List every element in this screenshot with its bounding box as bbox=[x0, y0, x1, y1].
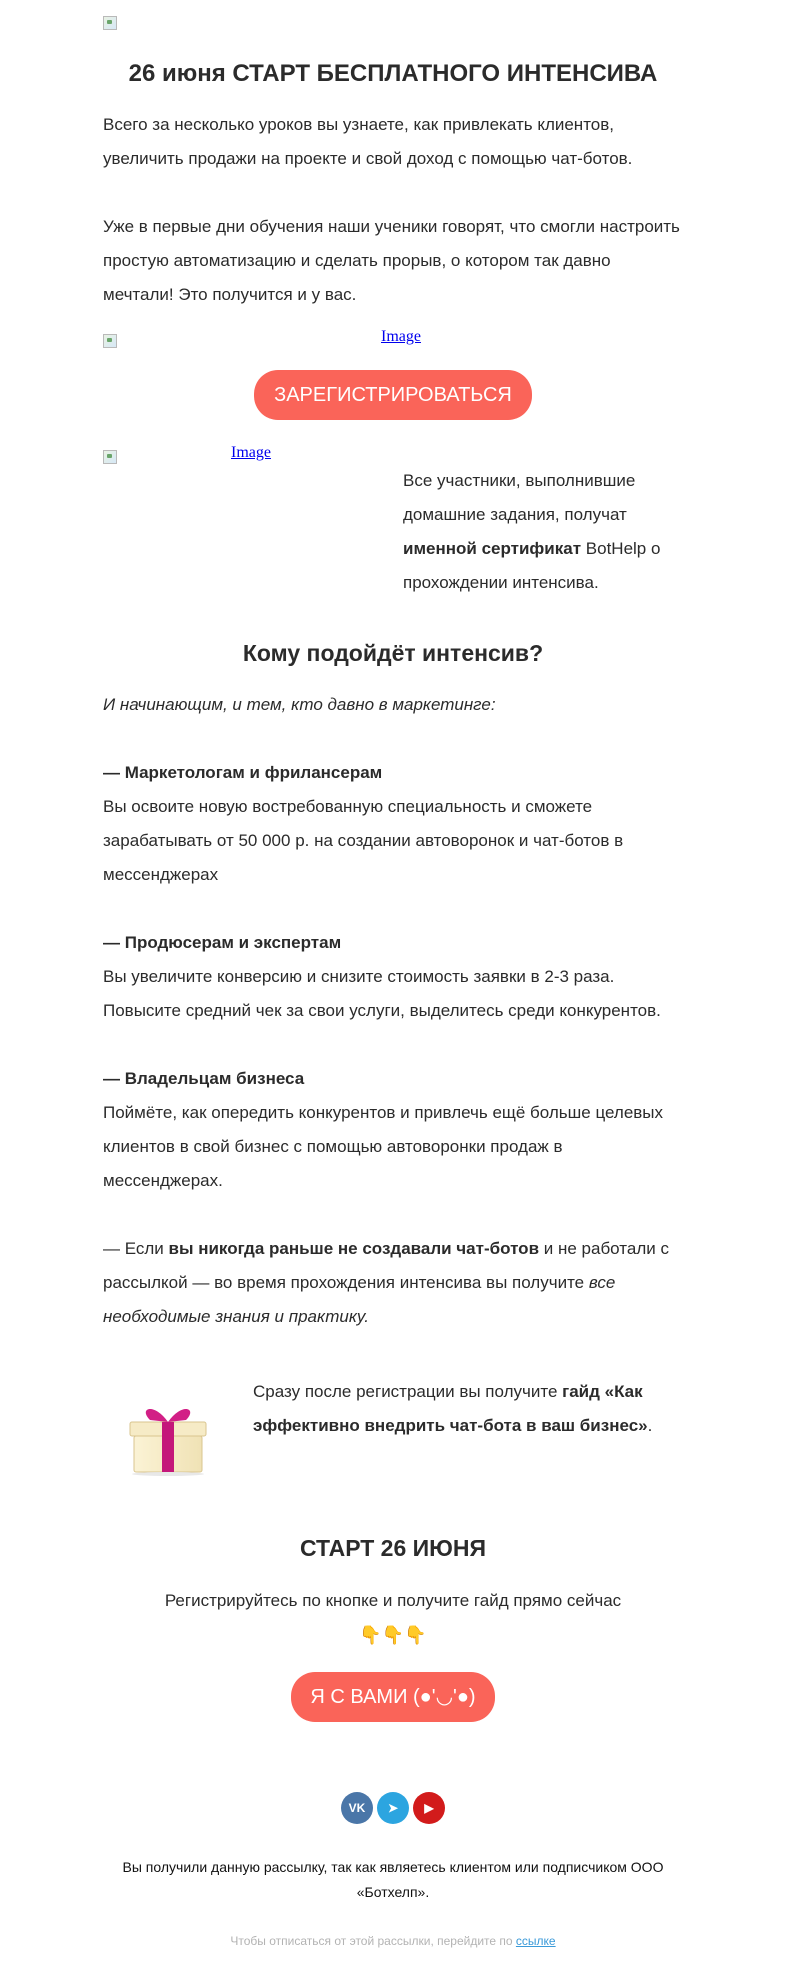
audience-item-heading bbox=[103, 1062, 683, 1096]
certificate-text bbox=[403, 464, 683, 600]
gift-text bbox=[253, 1375, 683, 1443]
audience-item-heading bbox=[103, 926, 683, 960]
audience-subtitle bbox=[103, 688, 683, 722]
unsubscribe-line bbox=[103, 1934, 683, 1948]
banner-image-link[interactable]: Image bbox=[381, 328, 421, 345]
audience-item-heading bbox=[103, 756, 683, 790]
audience-item-2-heading: — Продюсерам и экспертам bbox=[103, 933, 342, 952]
unsubscribe-link[interactable]: ссылке bbox=[515, 1934, 556, 1948]
audience-item-1-text: Вы освоите новую востребованную специальность и сможете зарабатывать от 50 000 р. на создании автоворонок и чат-ботов в мессенджерах bbox=[103, 797, 624, 884]
join-button[interactable]: Я С ВАМИ (●'◡'●) bbox=[291, 1672, 495, 1722]
register-button[interactable]: ЗАРЕГИСТРИРОВАТЬСЯ bbox=[254, 370, 532, 420]
page-title: 26 июня СТАРТ БЕСПЛАТНОГО ИНТЕНСИВА bbox=[128, 60, 658, 87]
unsubscribe-text: Чтобы отписаться от этой рассылки, перейдите по bbox=[230, 1934, 516, 1948]
telegram-icon[interactable]: ➤ bbox=[377, 1792, 409, 1824]
certificate-image-link[interactable]: Image bbox=[231, 444, 271, 461]
audience-title: Кому подойдёт интенсив? bbox=[242, 640, 544, 666]
audience-item-2-text: Вы увеличите конверсию и снизите стоимость заявки в 2-3 раза. Повысите средний чек за свои услуги, выделитесь среди конкурентов. bbox=[103, 967, 661, 1020]
start-title: СТАРТ 26 ИЮНЯ bbox=[299, 1535, 487, 1561]
gift-prefix: Сразу после регистрации вы получите bbox=[253, 1382, 563, 1401]
certificate-text-before: Все участники, выполнившие домашние задания, получат bbox=[403, 471, 636, 524]
gift-icon bbox=[124, 1392, 212, 1476]
youtube-icon[interactable]: ▶ bbox=[413, 1792, 445, 1824]
audience-item-3-text: Поймёте, как опередить конкурентов и привлечь ещё больше целевых клиентов в свой бизнес с помощью автоворонки продаж в мессенджерах. bbox=[103, 1103, 664, 1190]
beginner-prefix: — Если bbox=[103, 1239, 169, 1258]
start-text: Регистрируйтесь по кнопке и получите гайд прямо сейчас bbox=[164, 1591, 622, 1610]
audience-item-3-heading: — Владельцам бизнеса bbox=[103, 1069, 305, 1088]
pointing-down-icons: 👇👇👇 bbox=[359, 1625, 427, 1645]
beginner-italic: все необходимые знания и практику. bbox=[103, 1273, 616, 1326]
certificate-image bbox=[103, 450, 117, 464]
intro-paragraph-1: Всего за несколько уроков вы узнаете, как привлекать клиентов, увеличить продажи на проекте и свой доход с помощью чат-ботов. bbox=[103, 115, 633, 168]
beginner-paragraph bbox=[103, 1232, 683, 1334]
footer-notice: Вы получили данную рассылку, так как являетесь клиентом или подписчиком ООО «Ботхелп». bbox=[122, 1859, 664, 1900]
header-image bbox=[103, 16, 117, 30]
audience-subtitle-text: И начинающим, и тем, кто давно в маркетинге: bbox=[103, 695, 496, 714]
gift-suffix: . bbox=[647, 1416, 653, 1435]
intro-paragraph-2: Уже в первые дни обучения наши ученики говорят, что смогли настроить простую автоматизацию и сделать прорыв, о котором так давно мечтали! Это получится и у вас. bbox=[103, 217, 680, 304]
banner-image bbox=[103, 334, 117, 348]
beginner-middle: и не работали с рассылкой — во время прохождения интенсива вы получите bbox=[103, 1239, 669, 1292]
audience-item-1-heading: — Маркетологам и фрилансерам bbox=[103, 763, 383, 782]
beginner-bold: вы никогда раньше не создавали чат-ботов bbox=[168, 1239, 540, 1258]
gift-bold: гайд «Как эффективно внедрить чат-бота в ваш бизнес» bbox=[253, 1382, 648, 1435]
certificate-text-after: BotHelp о прохождении интенсива. bbox=[403, 539, 661, 592]
certificate-bold: именной сертификат bbox=[403, 539, 582, 558]
vk-icon[interactable]: VK bbox=[341, 1792, 373, 1824]
